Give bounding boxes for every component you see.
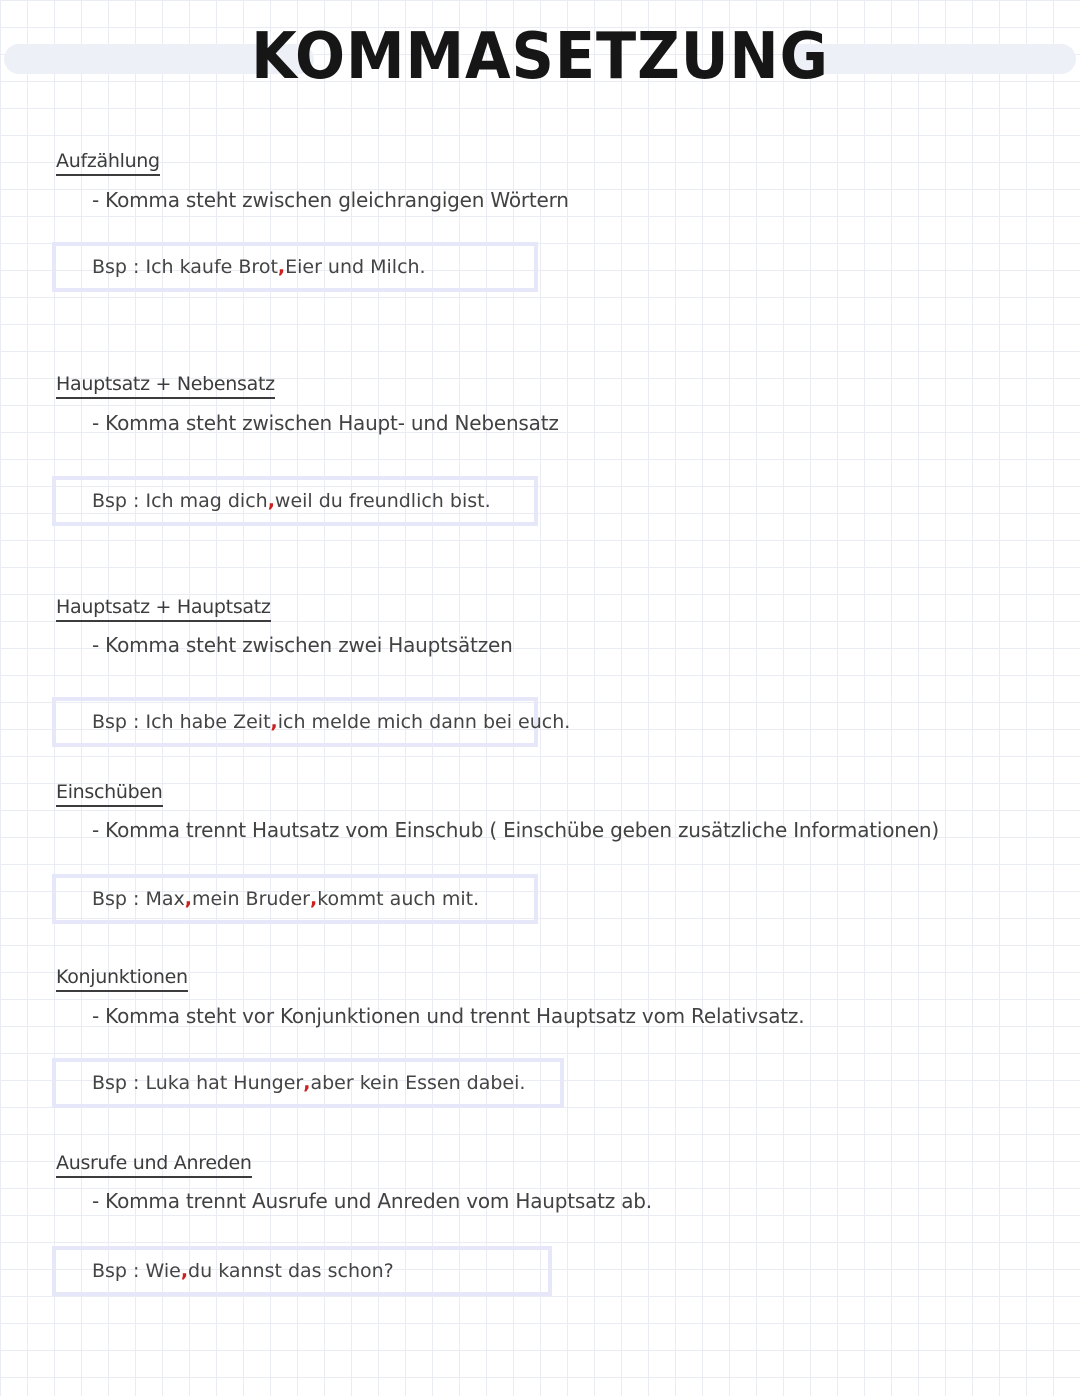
example-box-konjunktionen [52,1058,564,1108]
example-text-before: Ich mag dich [145,490,268,512]
example-label: Bsp : [92,1072,140,1094]
section-heading-aufzaehlung: Aufzählung [56,150,160,176]
comma-mark: , [303,1072,311,1094]
section-heading-hauptsatz-nebensatz: Hauptsatz + Nebensatz [56,373,275,399]
example-text-before: Luka hat Hunger [145,1072,304,1094]
comma-mark: , [277,256,286,278]
section-heading-konjunktionen: Konjunktionen [56,966,188,992]
comma-mark: , [180,1260,189,1282]
comma-mark-second: , [310,888,318,910]
example-label: Bsp : [92,490,140,512]
comma-mark: , [270,711,278,733]
example-label: Bsp : [92,711,140,733]
example-label: Bsp : [92,256,140,278]
example-text-after: weil du freundlich bist. [274,490,491,512]
example-text-before: Ich kaufe Brot [145,256,278,278]
example-label: Bsp : [92,1260,140,1282]
example-text-before: Ich habe Zeit [145,711,271,733]
example-text-after: Eier und Milch. [285,256,426,278]
comma-mark: , [184,888,192,910]
example-text-after: du kannst das schon? [188,1260,394,1282]
example-text-before: Max [145,888,185,910]
section-rule-aufzaehlung: - Komma steht zwischen gleichrangigen Wörtern [92,188,569,212]
example-box-aufzaehlung [52,242,538,292]
example-box-hauptsatz-hauptsatz [52,697,571,747]
section-rule-konjunktionen: - Komma steht vor Konjunktionen und trennt Hauptsatz vom Relativsatz. [92,1004,805,1028]
example-label: Bsp : [92,888,140,910]
comma-mark: , [267,490,275,512]
example-text-middle: mein Bruder [191,888,310,910]
section-rule-hauptsatz-hauptsatz: - Komma steht zwischen zwei Hauptsätzen [92,633,513,657]
example-box-ausrufe-anreden [52,1246,552,1296]
section-heading-ausrufe-anreden: Ausrufe und Anreden [56,1152,252,1178]
section-heading-hauptsatz-hauptsatz: Hauptsatz + Hauptsatz [56,596,271,622]
section-rule-hauptsatz-nebensatz: - Komma steht zwischen Haupt- und Nebensatz [92,411,559,435]
example-text-before: Wie [145,1260,181,1282]
section-heading-einschueben: Einschüben [56,781,163,807]
example-box-einschueben [52,874,538,924]
example-text-after: ich melde mich dann bei euch. [277,711,571,733]
page-title: KOMMASETZUNG [251,20,829,94]
example-text-after: kommt auch mit. [317,888,480,910]
example-box-hauptsatz-nebensatz [52,476,538,526]
section-rule-ausrufe-anreden: - Komma trennt Ausrufe und Anreden vom Hauptsatz ab. [92,1189,652,1213]
section-rule-einschueben: - Komma trennt Hautsatz vom Einschub ( Einschübe geben zusätzliche Informationen) [92,818,939,842]
example-text-after: aber kein Essen dabei. [310,1072,526,1094]
